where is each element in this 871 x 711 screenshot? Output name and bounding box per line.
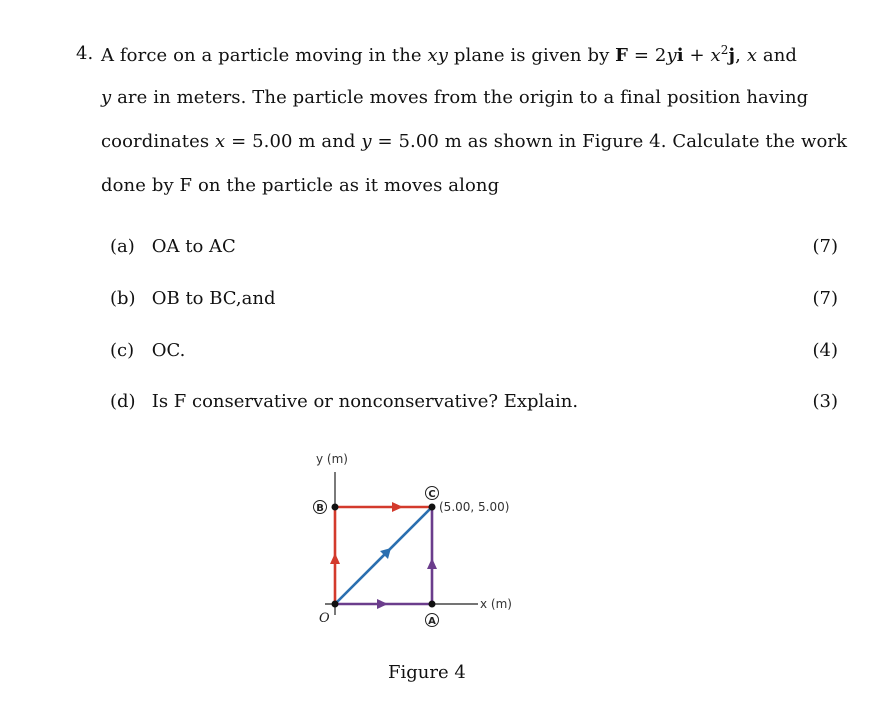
arrow-bc	[392, 502, 403, 512]
math-y: y	[666, 45, 677, 66]
path-diagram	[300, 440, 560, 640]
text-segment: A force on a particle moving in the	[101, 45, 428, 66]
math-y: y	[101, 87, 112, 108]
text-segment: = 5.00 m as shown in Figure 4. Calculate the work	[371, 131, 848, 152]
arrow-ac	[427, 558, 437, 569]
arrow-ob	[330, 553, 340, 564]
c-coordinates: (5.00, 5.00)	[439, 500, 510, 514]
part-text: OC.	[151, 340, 186, 361]
question-line-1	[101, 43, 797, 66]
part-c	[110, 340, 185, 361]
math-x: x	[215, 131, 226, 152]
label-c: C	[428, 489, 436, 500]
part-label: (b)	[110, 288, 136, 309]
math-xy: xy	[427, 45, 449, 66]
x-axis-label: x (m)	[480, 597, 512, 611]
part-d-marks: (3)	[812, 391, 838, 412]
question-line-2	[101, 87, 808, 108]
point-b	[332, 504, 339, 511]
part-d	[110, 391, 578, 412]
segment-oc	[335, 507, 432, 604]
part-text: Is F conservative or nonconservative? Explain.	[151, 391, 579, 412]
arrow-oa	[377, 599, 388, 609]
label-a: A	[428, 616, 436, 627]
figure-caption: Figure 4	[388, 662, 466, 683]
point-a	[429, 601, 436, 608]
question-line-3	[101, 131, 847, 152]
part-a	[110, 236, 236, 257]
part-label: (a)	[110, 236, 135, 257]
math-exponent: 2	[720, 43, 729, 57]
label-b: B	[316, 503, 324, 514]
part-c-marks: (4)	[812, 340, 838, 361]
question-number: 4.	[76, 43, 94, 64]
text-segment: and	[757, 45, 798, 66]
math-y: y	[361, 131, 372, 152]
text-segment: = 2	[628, 45, 667, 66]
math-force-vector: F	[615, 45, 629, 66]
text-segment: plane is given by	[448, 45, 616, 66]
text-segment: ,	[735, 45, 747, 66]
math-unit-i: i	[676, 45, 684, 66]
text-segment: = 5.00 m and	[225, 131, 362, 152]
text-segment: are in meters. The particle moves from the origin to a final position having	[111, 87, 809, 108]
math-unit-j: j	[728, 45, 736, 66]
part-text: OB to BC,and	[151, 288, 276, 309]
part-text: OA to AC	[151, 236, 236, 257]
math-x: x	[746, 45, 758, 66]
part-b-marks: (7)	[812, 288, 838, 309]
part-label: (d)	[110, 391, 136, 412]
figure-4	[300, 440, 560, 640]
point-c	[429, 504, 436, 511]
origin-label: O	[319, 611, 330, 626]
part-label: (c)	[110, 340, 135, 361]
text-segment: +	[683, 45, 711, 66]
math-x: x	[710, 45, 721, 66]
text-segment: coordinates	[101, 131, 216, 152]
part-a-marks: (7)	[812, 236, 838, 257]
y-axis-label: y (m)	[316, 452, 348, 466]
question-line-4: done by F on the particle as it moves along	[101, 175, 500, 196]
point-o	[332, 601, 339, 608]
part-b	[110, 288, 276, 309]
